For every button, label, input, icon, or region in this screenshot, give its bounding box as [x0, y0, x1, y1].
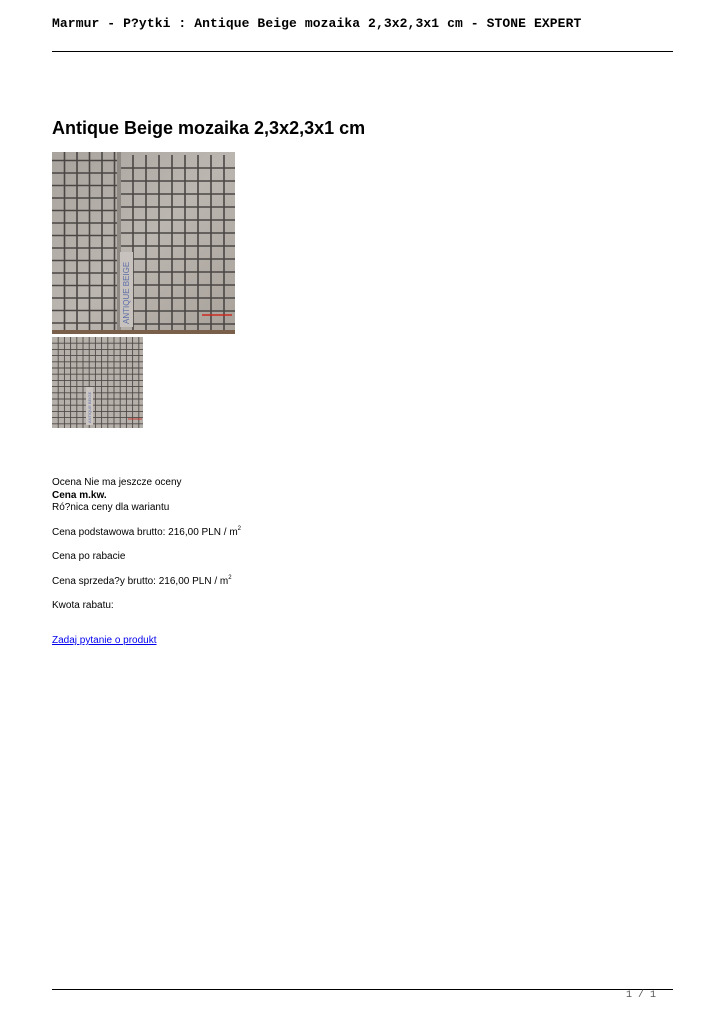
main-tile-background	[52, 152, 235, 334]
variant-price-difference: Ró?nica ceny dla wariantu	[52, 502, 170, 513]
product-image-thumbnail[interactable]	[52, 337, 143, 428]
spacer	[52, 515, 452, 527]
spacer	[52, 539, 452, 551]
base-price: Cena podstawowa brutto: 216,00 PLN / m	[52, 526, 238, 538]
product-title: Antique Beige mozaika 2,3x2,3x1 cm	[52, 118, 366, 138]
discount-amount: Kwota rabatu:	[52, 600, 114, 611]
sale-price: Cena sprzeda?y brutto: 216,00 PLN / m	[52, 575, 229, 587]
product-image-main[interactable]	[52, 152, 235, 334]
sale-price-line	[52, 576, 452, 589]
discounted-price: Cena po rabacie	[52, 551, 126, 562]
thumb-label-text: ANTIQUE BEIGE	[87, 391, 92, 423]
sale-price-unit-sup: 2	[228, 574, 232, 581]
spacer	[52, 588, 452, 600]
page-number: 1 / 1	[625, 990, 656, 1001]
base-price-line	[52, 527, 452, 540]
footer-divider	[52, 989, 673, 990]
main-floor-edge	[52, 330, 235, 334]
base-price-unit-sup: 2	[237, 525, 242, 532]
rating-line	[52, 477, 452, 490]
price-heading: Cena m.kw.	[52, 489, 107, 501]
spacer	[52, 564, 452, 576]
page-header-title: Marmur - P?ytki : Antique Beige mozaika 2,3x2,3x1 cm - STONE EXPERT	[52, 16, 582, 31]
product-details	[52, 477, 452, 613]
main-label-text: ANTIQUE BEIGE	[122, 261, 131, 324]
thumb-tile-background	[52, 337, 143, 428]
ask-question-link[interactable]: Zadaj pytanie o produkt	[52, 635, 157, 646]
rating-label: Ocena	[52, 477, 82, 488]
rating-value: Nie ma jeszcze oceny	[84, 477, 182, 488]
header-divider	[52, 51, 673, 52]
